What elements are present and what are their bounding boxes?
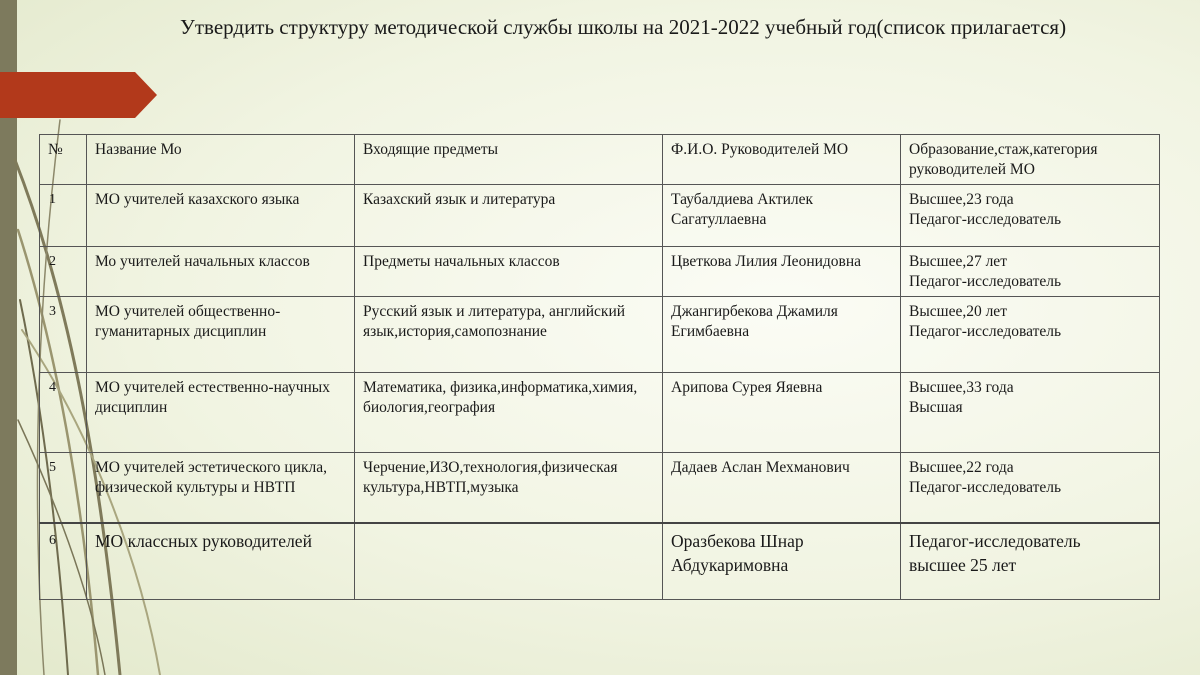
row-education [901, 185, 1160, 247]
row-edu: Высшее,27 лет [909, 253, 1007, 270]
row-num: 6 [40, 523, 87, 600]
row-education [901, 523, 1160, 600]
row-num: 2 [40, 247, 87, 297]
row-name: МО классных руководителей [87, 523, 355, 600]
header-subjects: Входящие предметы [355, 135, 663, 185]
row-head: Таубалдиева Актилек Сагатуллаевна [663, 185, 901, 247]
row-subjects: Русский язык и литература, английский язык,история,самопознание [355, 297, 663, 373]
row-name: МО учителей эстетического цикла, физической культуры и НВТП [87, 453, 355, 524]
row-num: 3 [40, 297, 87, 373]
row-edu: Высшее,20 лет [909, 303, 1007, 320]
row-subjects: Математика, физика,информатика,химия, биология,география [355, 373, 663, 453]
table-row [40, 453, 1160, 524]
row-name: Мо учителей начальных классов [87, 247, 355, 297]
row-name: МО учителей казахского языка [87, 185, 355, 247]
row-category: Педагог-исследователь [909, 211, 1062, 228]
table-header-row [40, 135, 1160, 185]
page-title: Утвердить структуру методической службы школы на 2021-2022 учебный год(список прилагается) [180, 15, 1067, 39]
row-education [901, 373, 1160, 453]
row-education [901, 247, 1160, 297]
row-subjects: Черчение,ИЗО,технология,физическая культура,НВТП,музыка [355, 453, 663, 524]
row-subjects [355, 523, 663, 600]
header-head: Ф.И.О. Руководителей МО [663, 135, 901, 185]
row-category: Педагог-исследователь [909, 273, 1062, 290]
row-education [901, 453, 1160, 524]
row-head: Джангирбекова Джамиля Егимбаевна [663, 297, 901, 373]
table-row [40, 373, 1160, 453]
header-name: Название Мо [87, 135, 355, 185]
row-num: 1 [40, 185, 87, 247]
row-category: Педагог-исследователь [909, 479, 1062, 496]
row-edu: Высшее,33 года [909, 379, 1014, 396]
methodical-service-table [39, 134, 1160, 600]
row-head: Оразбекова Шнар Абдукаримовна [663, 523, 901, 600]
row-head: Дадаев Аслан Мехманович [663, 453, 901, 524]
row-category: Педагог-исследователь [909, 323, 1062, 340]
row-head: Арипова Сурея Яяевна [663, 373, 901, 453]
row-name: МО учителей естественно-научных дисциплин [87, 373, 355, 453]
row-edu: Высшее,23 года [909, 191, 1014, 208]
row-subjects: Предметы начальных классов [355, 247, 663, 297]
row-num: 4 [40, 373, 87, 453]
row-subjects: Казахский язык и литература [355, 185, 663, 247]
table-row [40, 297, 1160, 373]
row-education [901, 297, 1160, 373]
arrow-shape [0, 72, 157, 118]
row-edu: Педагог-исследователь [909, 531, 1081, 551]
header-num: № [40, 135, 87, 185]
row-head: Цветкова Лилия Леонидовна [663, 247, 901, 297]
table-row [40, 523, 1160, 600]
row-name: МО учителей общественно-гуманитарных дисциплин [87, 297, 355, 373]
table-row [40, 247, 1160, 297]
row-category: Высшая [909, 399, 963, 416]
table-row [40, 185, 1160, 247]
header-education: Образование,стаж,категория руководителей МО [901, 135, 1160, 185]
row-category: высшее 25 лет [909, 555, 1017, 575]
row-num: 5 [40, 453, 87, 524]
row-edu: Высшее,22 года [909, 459, 1014, 476]
